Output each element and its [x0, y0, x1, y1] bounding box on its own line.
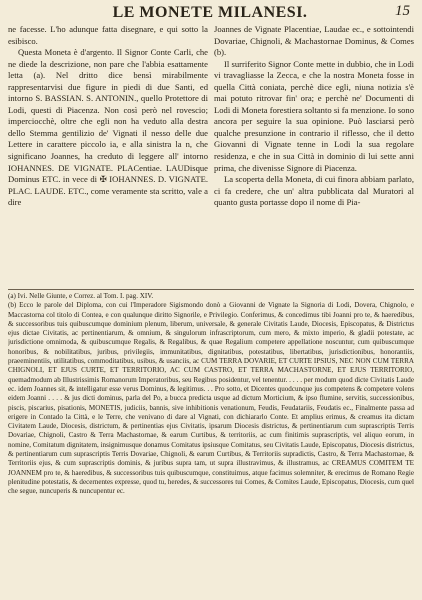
footnote-divider: [8, 289, 414, 290]
running-title: LE MONETE MILANESI.: [112, 4, 308, 21]
footnote-a: (a) Ivi. Nelle Giunte, e Correz. al Tom. I. pag. XIV.: [8, 292, 154, 300]
right-paragraph-3: La scoperta della Moneta, di cui finora abbiam parlato, ci fa credere, che un' altra pubblicata dal Muratori al quanto gusta portasse dopo il nome di Pia-: [214, 174, 414, 208]
footnotes: [8, 292, 414, 596]
right-column: [214, 24, 414, 286]
left-column: [8, 24, 208, 286]
page-number: 15: [395, 3, 410, 19]
two-column-body: [8, 24, 414, 286]
right-paragraph-2: Il surriferito Signor Conte mette in dubbio, che in Lodi vi travagliasse la Zecca, e che la nostra Moneta fosse in quella Città coniata, perchè dice egli, niuna notizia s'è mai potuto ritrovar fin' ora; e perchè ne' Documenti di Lodi di Moneta forestiera soltanto si fa menzione. Io sono ancora per seguire la sua opinione. Può lasciarsi però qualche presunzione in contrario il riflesso, che il detto Giovanni di Vignate tenne in Lodi la sua regolare residenza, e che in sua Città in dominio di lui sette anni prima, che divenisse Signore di Piacenza.: [214, 58, 414, 173]
left-paragraph-1: ne facesse. L'ho adunque fatta disegnare, e qui sotto la esibisco.: [8, 24, 208, 46]
right-paragraph-1: Joannes de Vignate Placentiae, Laudae ec., e sottointendi Dovariae, Chignoli, & Machastornae Dominus, & Comes (b).: [214, 24, 414, 58]
left-paragraph-2: Questa Moneta è d'argento. Il Signor Conte Carli, che ne diede la descrizione, non pare che l'abbia esattamente letta (a). Nel dritto dice bensì mirabilmente rappresentarvisi due figure in piedi di due Santi, ed intorno S. BASSIAN. S. ANTONIN., quello Protettore di Lodi, questi di Piacenza. Non così però nel rovescio; imperciocchè, oltre che egli non ha veduto alla destra dello Stemma gentilizio de' Vignati il nesso delle due Lettere in carattere piccolo ia, e alla sinistra la n, che significano Joannes, ha creduto di leggere all' intorno IOHANNES. DE VIGNATE. PLACentiae. LAUDisque Dominus ETC. in vece di ✠ IOHANNES. D. VIGNATE. PLAC. LAUDE. ETC., come veramente sta scritto, vale a dire: [8, 47, 208, 208]
footnote-b: (b) Ecco le parole del Diploma, con cui l'Imperadore Sigismondo donò a Giovanni de Vignate la Signoria di Lodi, Dovera, Chignolo, e Maccastorna col titolo di Contea, e con qualunque diritto Signorile, e Privilegio. Conferimus, & concedimus tibi Joanni pro te, & haeredibus, & successoribus tuis quibuscumque dominium plenum, liberum, universale, & generale Civitatis Laude, Diocesis, Episcopatus, & Districtus ejus dictae Civitatis, ac pertinentiarum, & omnium, & singulorum infrascriptorum, cum mero, & mixto imperio, & gladii potestate, ac jurisdictione omnimoda, & quibuscumque Regalis, & Regalibus, & quae Regalium competere appellatione noscuntur, cum quibuscumque honoribus, & nobilitatibus, juribus, privilegiis, immunitatibus, dignitatibus, potestatibus, libertatibus, jurisdictionibus, honorantiis, praeeminentiis, utilitatibus, commoditatibus, usibus, & usanciis, ac CUM TERRA DOVARIE, ET CURTE IPSIUS, NEC NON CUM TERRA CHIGNOLI, ET EJUS CURTE, ET TERRITORIO, AC CUM CASTRO, ET TERRA MACHASTORNE, ET EJUS TERRITORIO, quemadmodum ab Illustrissimis Romanorum Imperatoribus, seu Regibus posidentur, vel tenentur. . . . . per modum quod dicte Civitatis Laude ec. idem Joannes sit, & intelligatur esse verus Dominus, & legitimus. . . Pro sotto, et Dicentes quodcunque jus competens & competere volens eidem Joanni . . . . & jus dicti dominus, parla del Po, a bucca predicta usque ad dictum Morticium, & ipso flumine, servitis, successionibus, piscis, piscarius, pisationis, MONETIS, judiciis, bannis, sive inhibitionis venationum, Feudis, Feudatariis, Feudatis ec., Finalmente passa ad erigere in Contado la Città, e le Terre, che venivano di dare al Vignati, con dichiararlo Conte. Et amplius erimus, & creamus ita dictam Civitatem Laude, Diocesis, districtum, & pertinentias ejus Civitatis, ipsarum Diocesis districtus, & pertinentiarum cum suprascriptis Terris Dovariae, Chignoli, Castro & Terra Machastornae, & earum Curtibus, & territoriis, ac cum finitimis suprascriptis, vel aliquo eorum, in nomine, Comitatum dignitatem, insignimusque donamus Comitatus ipsiusque Comitatus, seu Civitatis Laude, Episcopatus, Diocesis districtus, & pertinentiarum cum suprascriptis Terris Dovariae, Chignoli, & earum Curtibus, & Territoriis supradictis, Castro, & Terra Machastornae, & Territoriis ejus, & cum suprascriptis dominis, & juribus supra tam, ut supra illustravimus, & illustramus, ac CREAMUS COMITEM TE JOANNEM pro te, & haeredibus, & successoribus tuis quibuscumque, constituimus, atque facimus solemniter, & erecimus de Romano Regie plenitudine potestatis, & decernentes expresse, quod tu, heredes, & successores tui Comes, & Comites Laude, Episcopatus, Diocesis, cum quel che segue, nuncuperis & nuncupentur ec.: [8, 301, 414, 496]
